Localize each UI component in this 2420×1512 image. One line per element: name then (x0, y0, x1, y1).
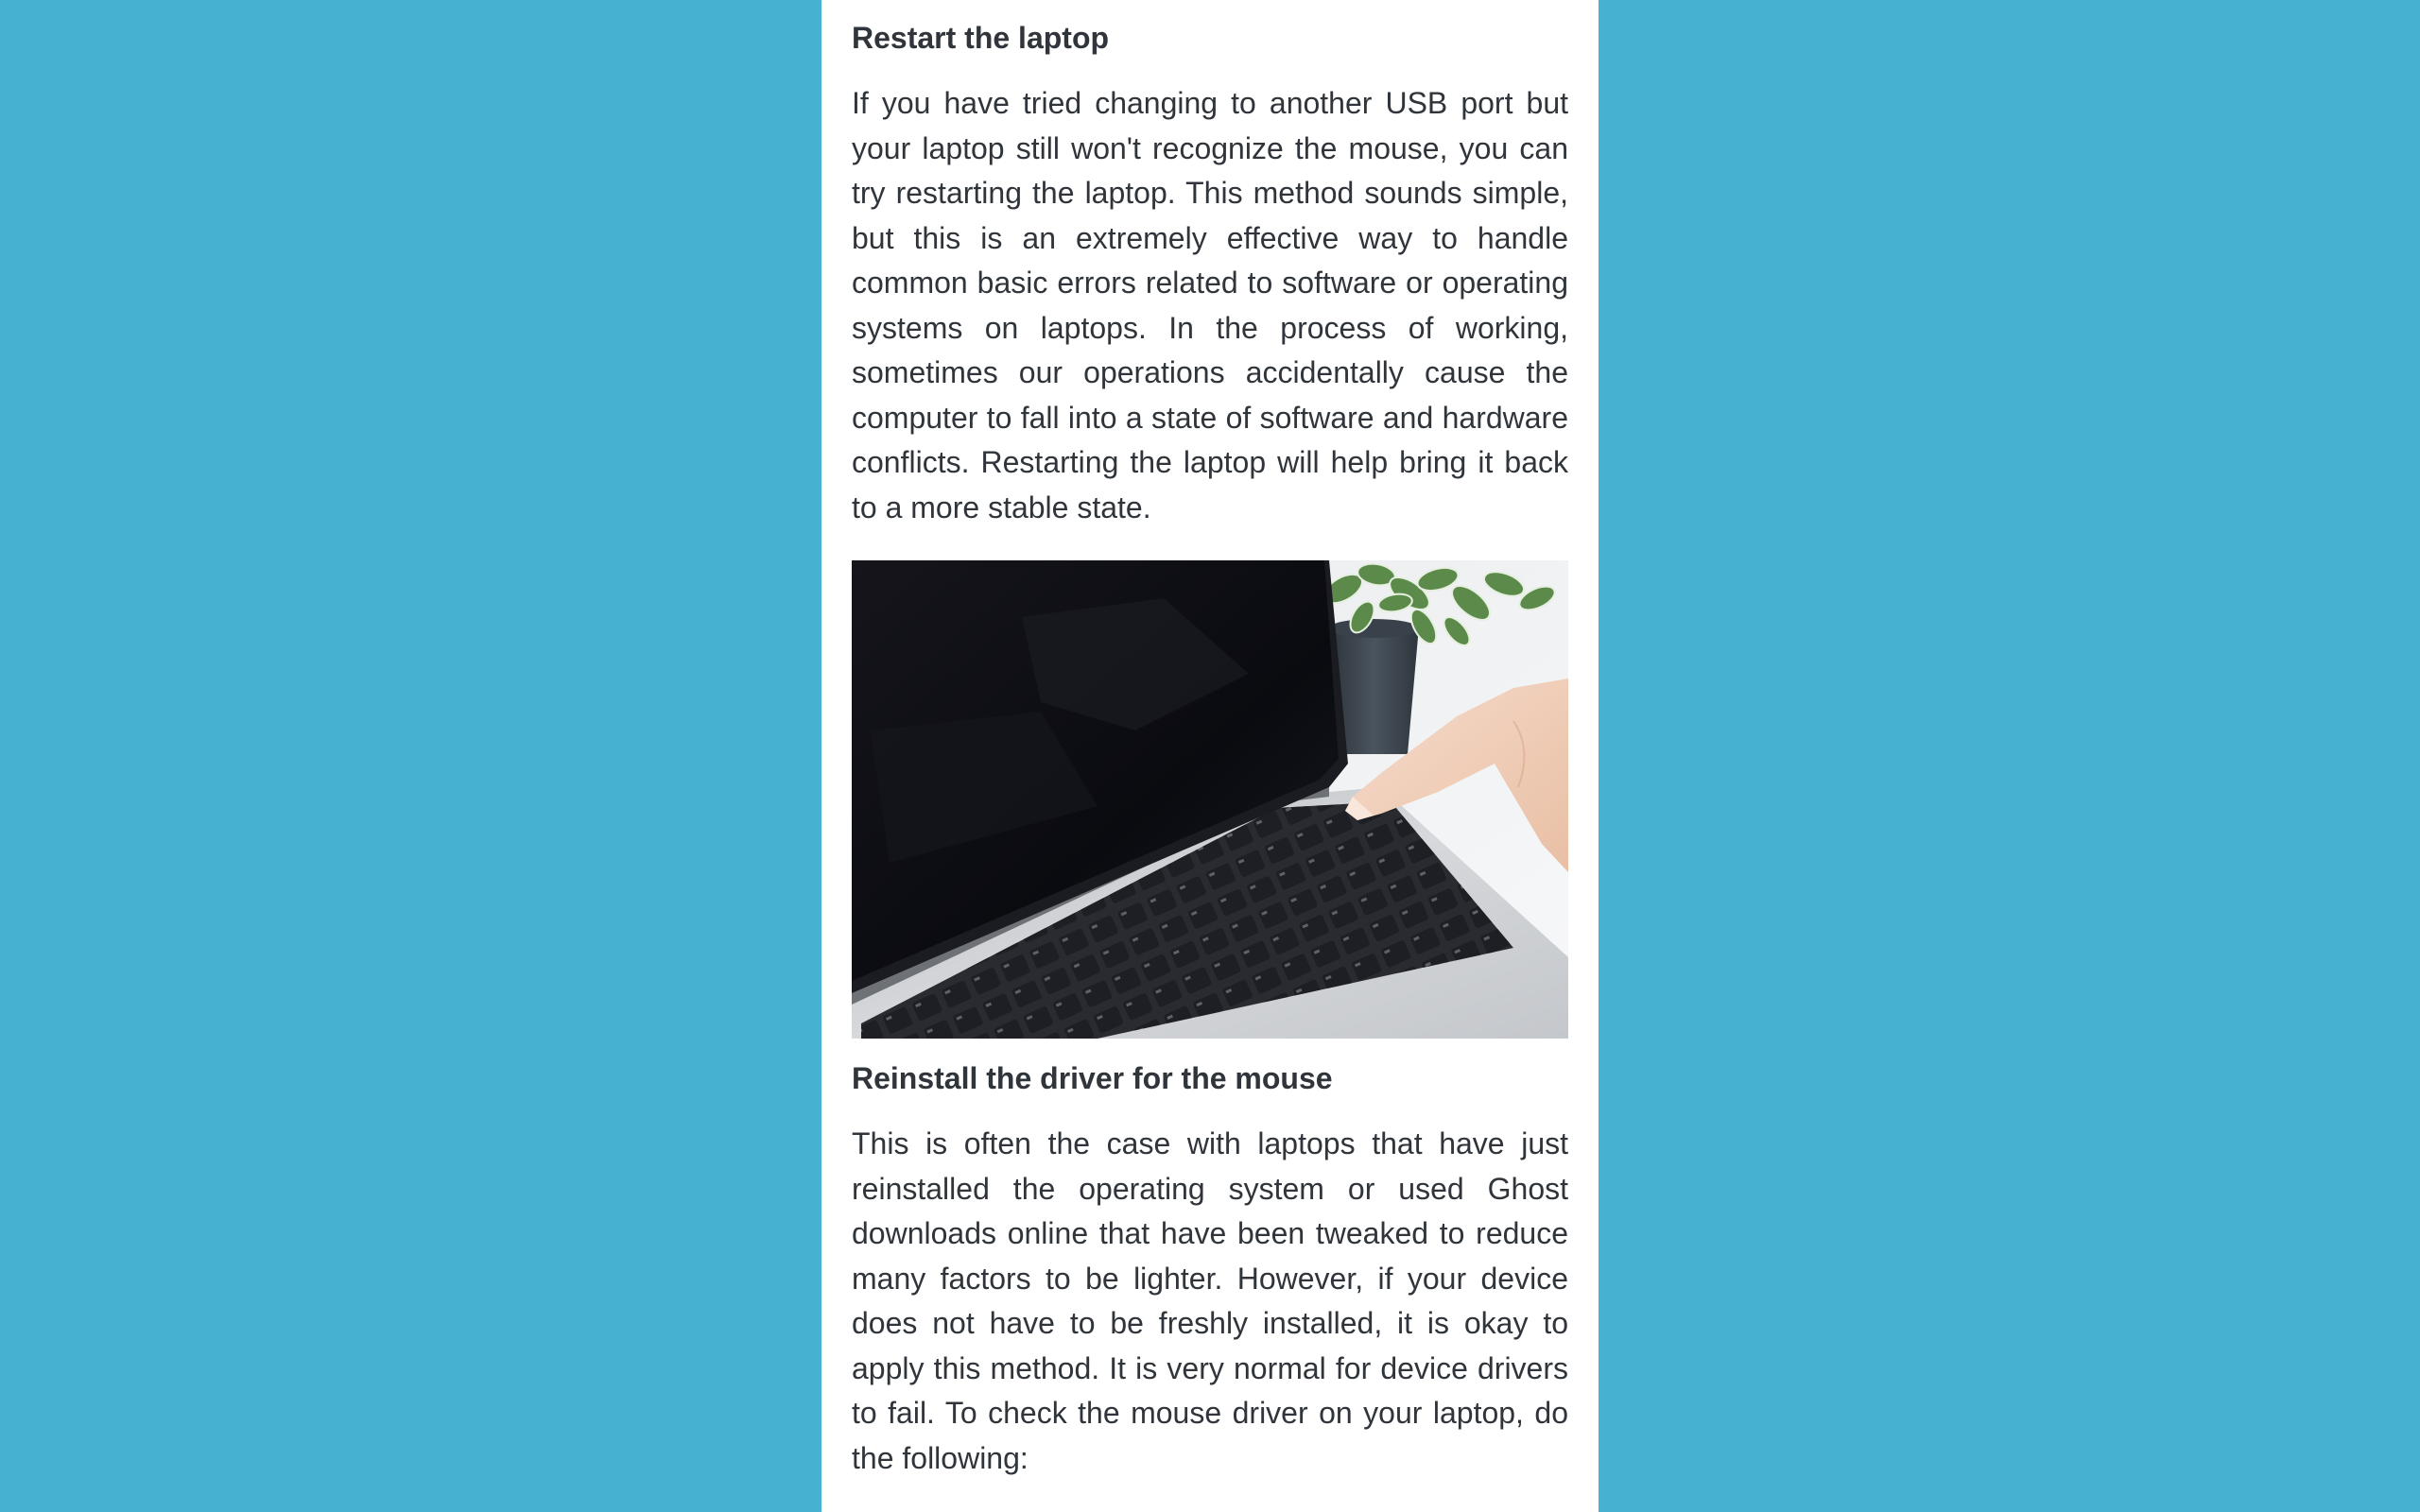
paragraph-reinstall-driver: This is often the case with laptops that have just reinstalled the operating system or used Ghost downloads online that have been tweaked to reduce many factors to be lighter. However, if your device does not have to be freshly installed, it is okay to apply this method. It is very normal for device drivers to fail. To check the mouse driver on your laptop, do the following: (852, 1126, 1568, 1475)
paragraph-restart: If you have tried changing to another USB port but your laptop still won't recognize the mouse, you can try restarting the laptop. This method sounds simple, but this is an extremely effective way to handle common basic errors related to software or operating systems on laptops. In the process of working, sometimes our operations accidentally cause the computer to fall into a state of software and hardware conflicts. Restarting the laptop will help bring it back to a more stable state. (852, 86, 1568, 524)
section-heading-restart: Restart the laptop (852, 21, 1110, 55)
laptop-photo-icon (852, 560, 1568, 1039)
article-column (821, 0, 1599, 1512)
laptop-restart-photo (852, 560, 1568, 1039)
section-heading-reinstall-driver: Reinstall the driver for the mouse (852, 1061, 1333, 1095)
